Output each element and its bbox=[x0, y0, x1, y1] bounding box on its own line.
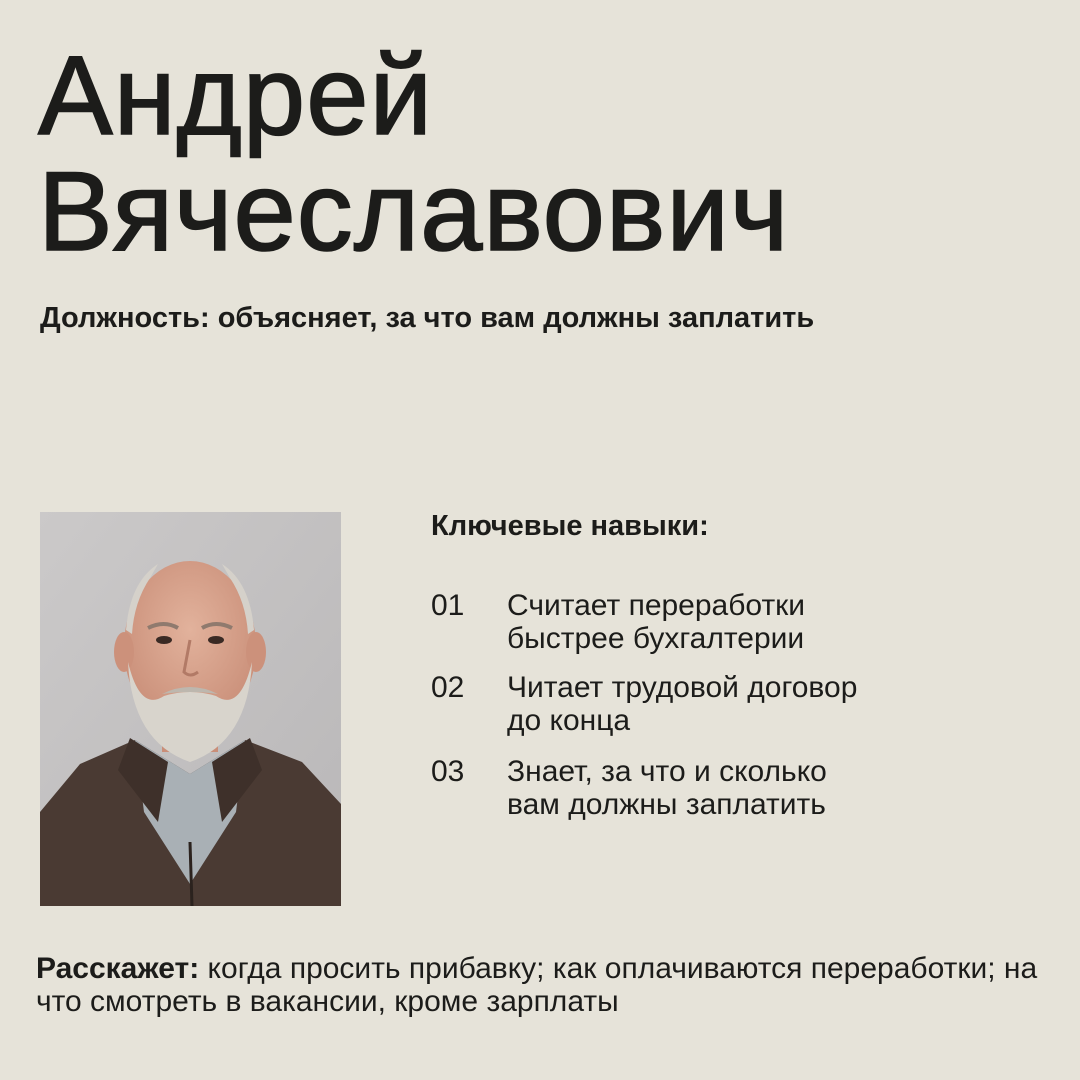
skill-number: 02 bbox=[431, 671, 465, 704]
skill-number: 03 bbox=[431, 755, 465, 788]
skill-line: Считает переработки bbox=[507, 589, 806, 622]
skill-text bbox=[507, 671, 857, 737]
skill-number: 01 bbox=[431, 589, 465, 622]
skill-line: Знает, за что и сколько bbox=[507, 755, 827, 788]
person-name bbox=[38, 33, 790, 274]
portrait-photo bbox=[40, 512, 341, 906]
tells-paragraph bbox=[36, 952, 1046, 1018]
patronymic: Вячеславович bbox=[38, 149, 790, 274]
first-name: Андрей bbox=[38, 33, 434, 158]
tells-text: когда просить прибавку; как оплачиваются переработки; на что смотреть в вакансии, кроме зарплаты bbox=[36, 952, 1038, 1018]
skill-text bbox=[507, 589, 805, 655]
skill-line: Читает трудовой договор bbox=[507, 671, 858, 704]
skill-line: до конца bbox=[507, 704, 631, 737]
skill-line: вам должны заплатить bbox=[507, 788, 826, 821]
skills-title: Ключевые навыки: bbox=[431, 510, 709, 542]
tells-label: Расскажет: bbox=[36, 952, 200, 985]
position-line: Должность: объясняет, за что вам должны заплатить bbox=[40, 302, 815, 334]
skill-text bbox=[507, 755, 827, 821]
skill-line: быстрее бухгалтерии bbox=[507, 622, 805, 655]
